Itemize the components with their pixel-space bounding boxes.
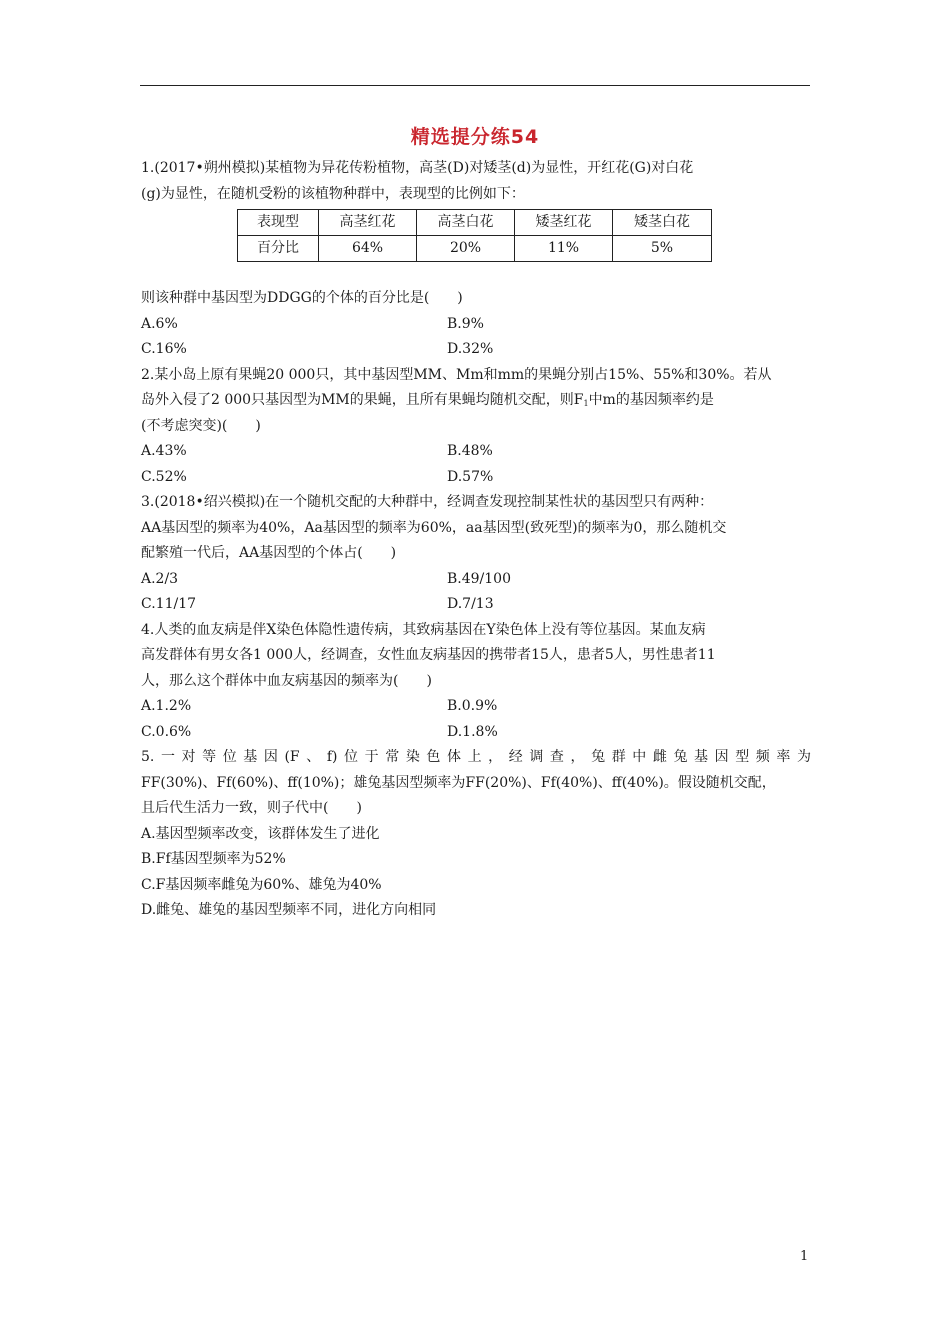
question-1-prompt: 则该种群中基因型为DDGG的个体的百分比是( )	[141, 290, 463, 306]
option-d[interactable]: D.57%	[447, 468, 494, 485]
option-c[interactable]: C.11/17	[141, 596, 197, 612]
table-row	[238, 210, 712, 236]
question-list	[141, 156, 811, 924]
question-5	[141, 745, 811, 924]
option-b[interactable]: B.48%	[447, 443, 493, 459]
option-c[interactable]: C.0.6%	[141, 723, 192, 740]
question-3-options-row-1	[141, 567, 811, 593]
question-3-stem-line-2: AA基因型的频率为40%，Aa基因型的频率为60%，aa基因型(致死型)的频率为0，那么随机交	[141, 519, 727, 536]
page-number: 1	[800, 1249, 809, 1264]
option-d[interactable]: D.1.8%	[447, 723, 498, 740]
subscript: 1	[583, 399, 589, 408]
question-4	[141, 618, 811, 746]
table-cell: 20%	[417, 236, 515, 262]
option-d[interactable]: D.32%	[447, 341, 494, 357]
question-1-stem-line-2: (g)为显性，在随机受粉的该植物种群中，表现型的比例如下：	[141, 185, 525, 202]
question-5-stem-line-3: 且后代生活力一致，则子代中( )	[141, 800, 362, 816]
option-d[interactable]: D.雌兔、雄兔的基因型频率不同，进化方向相同	[141, 902, 437, 918]
question-5-stem-line-1: 5.一对等位基因(F、f)位于常染色体上，经调查，兔群中雌兔基因型频率为	[141, 749, 811, 765]
option-a[interactable]: A.43%	[141, 443, 187, 459]
option-a[interactable]: A.1.2%	[141, 698, 192, 714]
table-cell: 64%	[319, 236, 417, 262]
question-2-stem-part: 岛外入侵了2 000只基因型为MM的果蝇，且所有果蝇均随机交配，则F	[141, 392, 584, 408]
header-rule	[140, 85, 810, 86]
table-row	[238, 236, 712, 262]
option-d[interactable]: D.7/13	[447, 596, 494, 612]
table-cell: 11%	[515, 236, 613, 262]
question-4-stem-line-2: 高发群体有男女各1 000人，经调查，女性血友病基因的携带者15人，患者5人，男性患者11	[141, 647, 716, 663]
table-cell: 高茎红花	[319, 210, 417, 236]
option-b[interactable]: B.9%	[447, 315, 484, 332]
question-4-stem-line-3: 人，那么这个群体中血友病基因的频率为( )	[141, 672, 432, 689]
option-c[interactable]: C.52%	[141, 468, 187, 485]
question-4-stem-line-1: 4.人类的血友病是伴X染色体隐性遗传病，其致病基因在Y染色体上没有等位基因。某血友病	[141, 621, 706, 638]
question-1-options-row-1	[141, 312, 811, 338]
question-3-options-row-2	[141, 592, 811, 618]
option-c[interactable]: C.F基因频率雌兔为60%、雄兔为40%	[141, 876, 382, 893]
table-cell: 矮茎白花	[613, 210, 712, 236]
question-1-stem-line-1: 1.(2017•朔州模拟)某植物为异花传粉植物，高茎(D)对矮茎(d)为显性，开红花(G)对白花	[141, 160, 694, 176]
question-4-options-row-1	[141, 694, 811, 720]
table-cell: 表现型	[238, 210, 319, 236]
question-2-stem-part: 中m的基因频率约是	[588, 392, 714, 408]
question-2-stem-line-3: (不考虑突变)( )	[141, 417, 261, 434]
question-2-options-row-1	[141, 439, 811, 465]
phenotype-table	[237, 209, 712, 262]
option-a[interactable]: A.2/3	[141, 570, 179, 587]
question-2-options-row-2	[141, 465, 811, 491]
question-3	[141, 490, 811, 618]
question-4-options-row-2	[141, 720, 811, 746]
question-1	[141, 156, 811, 363]
option-a[interactable]: A.基因型频率改变，该群体发生了进化	[141, 825, 380, 842]
page-title: 精选提分练54	[410, 126, 540, 148]
option-a[interactable]: A.6%	[141, 315, 178, 332]
table-cell: 5%	[613, 236, 712, 262]
question-3-stem-line-1: 3.(2018•绍兴模拟)在一个随机交配的大种群中，经调查发现控制某性状的基因型只有两种：	[141, 494, 714, 510]
question-2-stem-line-2	[141, 388, 811, 414]
question-2	[141, 363, 811, 491]
question-5-stem-line-2: FF(30%)、Ff(60%)、ff(10%)；雄兔基因型频率为FF(20%)、Ff(40%)、ff(40%)。假设随机交配，	[141, 774, 776, 791]
question-2-stem-line-1: 2.某小岛上原有果蝇20 000只，其中基因型MM、Mm和mm的果蝇分别占15%、55%和30%。若从	[141, 366, 772, 383]
question-3-stem-line-3: 配繁殖一代后，AA基因型的个体占( )	[141, 545, 397, 561]
question-1-options-row-2	[141, 337, 811, 363]
table-cell: 矮茎红花	[515, 210, 613, 236]
option-b[interactable]: B.0.9%	[447, 698, 498, 714]
option-b[interactable]: B.49/100	[447, 570, 511, 587]
option-b[interactable]: B.Ff基因型频率为52%	[141, 851, 286, 867]
table-cell: 高茎白花	[417, 210, 515, 236]
table-cell: 百分比	[238, 236, 319, 262]
option-c[interactable]: C.16%	[141, 341, 187, 357]
